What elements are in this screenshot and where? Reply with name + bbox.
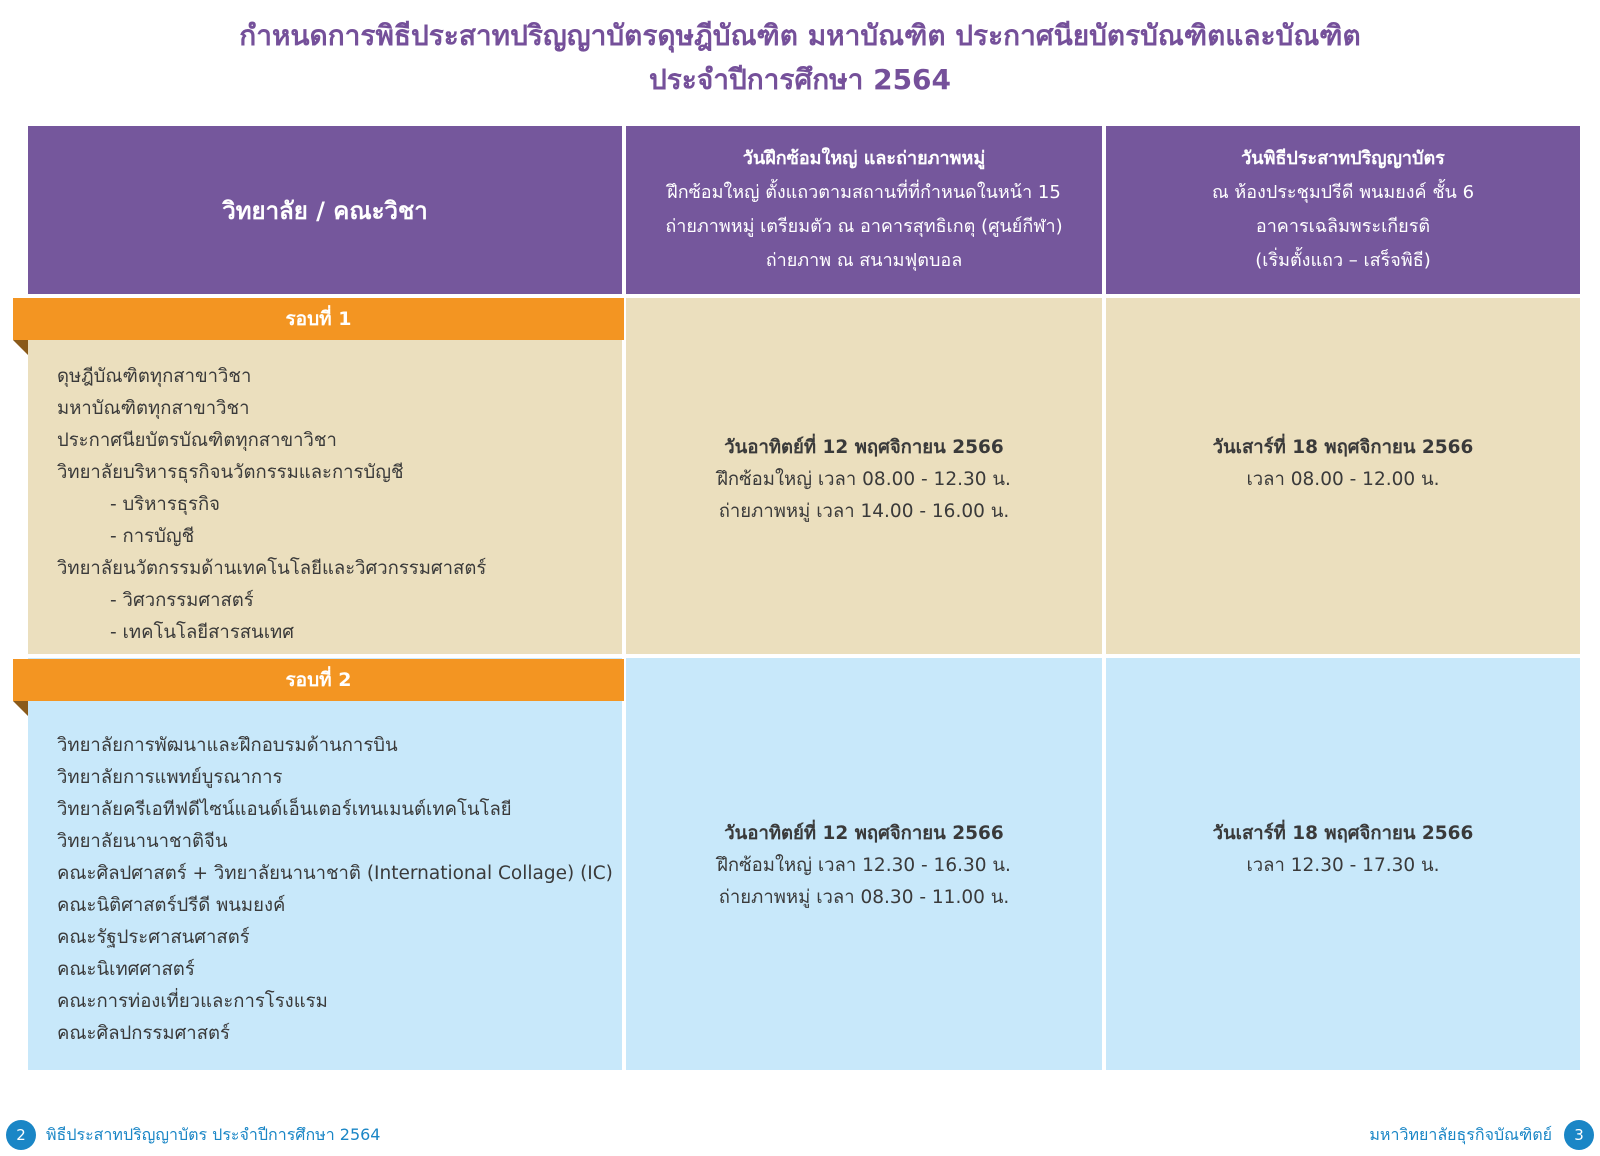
list-item: คณะศิลปกรรมศาสตร์: [57, 1023, 230, 1044]
list-item: วิทยาลัยครีเอทีฟดีไซน์แอนด์เอ็นเตอร์เทนเมนต์เทคโนโลยี: [57, 799, 512, 820]
round2-ribbon-fold: [13, 701, 28, 716]
rehearsal-date: วันอาทิตย์ที่ 12 พฤศจิกายน 2566: [724, 823, 1004, 844]
round1-rehearsal-info: [626, 432, 1102, 528]
list-item: คณะนิเทศศาสตร์: [57, 959, 195, 980]
round2-ceremony-info: [1106, 818, 1580, 882]
photo-time: ถ่ายภาพหมู่ เวลา 08.30 - 11.00 น.: [718, 887, 1010, 908]
header-ceremony-line: อาคารเฉลิมพระเกียรติ: [1255, 216, 1431, 237]
list-item: - วิศวกรรมศาสตร์: [110, 590, 254, 611]
list-item: - การบัญชี: [110, 526, 195, 547]
page-number-left: 2: [6, 1120, 36, 1150]
rehearsal-time: ฝึกซ้อมใหญ่ เวลา 12.30 - 16.30 น.: [717, 855, 1011, 876]
header-rehearsal-title: วันฝึกซ้อมใหญ่ และถ่ายภาพหมู่: [742, 148, 986, 169]
list-item: วิทยาลัยบริหารธุรกิจนวัตกรรมและการบัญชี: [57, 462, 404, 483]
footer-left: [6, 1120, 380, 1150]
list-item: ประกาศนียบัตรบัณฑิตทุกสาขาวิชา: [57, 430, 337, 451]
list-item: วิทยาลัยนวัตกรรมด้านเทคโนโลยีและวิศวกรรมศาสตร์: [57, 558, 487, 579]
list-item: - บริหารธุรกิจ: [110, 494, 221, 515]
header-rehearsal-line: ฝึกซ้อมใหญ่ ตั้งแถวตามสถานที่ที่กำหนดในหน้า 15: [667, 182, 1061, 203]
round1-ribbon: รอบที่ 1: [13, 298, 624, 340]
rehearsal-time: ฝึกซ้อมใหญ่ เวลา 08.00 - 12.30 น.: [717, 469, 1011, 490]
list-item: วิทยาลัยการแพทย์บูรณาการ: [57, 767, 283, 788]
page-title: [0, 14, 1600, 102]
header-rehearsal-line: ถ่ายภาพ ณ สนามฟุตบอล: [765, 250, 963, 271]
header-rehearsal: [626, 126, 1102, 294]
title-line-2: ประจำปีการศึกษา 2564: [648, 63, 952, 96]
round2-ribbon: รอบที่ 2: [13, 659, 624, 701]
footer-left-text: พิธีประสาทปริญญาบัตร ประจำปีการศึกษา 2564: [46, 1124, 381, 1144]
ceremony-date: วันเสาร์ที่ 18 พฤศจิกายน 2566: [1212, 823, 1474, 844]
page-number-right: 3: [1564, 1120, 1594, 1150]
header-ceremony-line: ณ ห้องประชุมปรีดี พนมยงค์ ชั้น 6: [1211, 182, 1475, 203]
header-faculty: วิทยาลัย / คณะวิชา: [28, 126, 622, 294]
header-ceremony-line: (เริ่มตั้งแถว – เสร็จพิธี): [1255, 250, 1431, 271]
list-item: คณะศิลปศาสตร์ + วิทยาลัยนานาชาติ (International Collage) (IC): [57, 863, 613, 884]
ceremony-date: วันเสาร์ที่ 18 พฤศจิกายน 2566: [1212, 437, 1474, 458]
round2-rehearsal-info: [626, 818, 1102, 914]
list-item: มหาบัณฑิตทุกสาขาวิชา: [57, 398, 250, 419]
list-item: - เทคโนโลยีสารสนเทศ: [110, 622, 294, 643]
list-item: คณะนิติศาสตร์ปรีดี พนมยงค์: [57, 895, 286, 916]
round1-ribbon-fold: [13, 340, 28, 355]
round1-faculty-list: [57, 361, 486, 649]
header-ceremony: [1106, 126, 1580, 294]
list-item: วิทยาลัยการพัฒนาและฝึกอบรมด้านการบิน: [57, 735, 398, 756]
header-rehearsal-line: ถ่ายภาพหมู่ เตรียมตัว ณ อาคารสุทธิเกตุ (ศูนย์กีฬา): [665, 216, 1063, 237]
list-item: ดุษฎีบัณฑิตทุกสาขาวิชา: [57, 366, 252, 387]
round1-ceremony-info: [1106, 432, 1580, 496]
ceremony-time: เวลา 12.30 - 17.30 น.: [1246, 855, 1440, 876]
rehearsal-date: วันอาทิตย์ที่ 12 พฤศจิกายน 2566: [724, 437, 1004, 458]
round2-faculty-list: [57, 730, 613, 1050]
list-item: คณะการท่องเที่ยวและการโรงแรม: [57, 991, 328, 1012]
ceremony-time: เวลา 08.00 - 12.00 น.: [1246, 469, 1440, 490]
list-item: คณะรัฐประศาสนศาสตร์: [57, 927, 250, 948]
photo-time: ถ่ายภาพหมู่ เวลา 14.00 - 16.00 น.: [718, 501, 1010, 522]
header-ceremony-title: วันพิธีประสาทปริญญาบัตร: [1241, 148, 1445, 169]
title-line-1: กำหนดการพิธีประสาทปริญญาบัตรดุษฎีบัณฑิต มหาบัณฑิต ประกาศนียบัตรบัณฑิตและบัณฑิต: [239, 19, 1361, 52]
footer-right: [1369, 1120, 1600, 1150]
footer-right-text: มหาวิทยาลัยธุรกิจบัณฑิตย์: [1369, 1124, 1552, 1144]
list-item: วิทยาลัยนานาชาติจีน: [57, 831, 228, 852]
